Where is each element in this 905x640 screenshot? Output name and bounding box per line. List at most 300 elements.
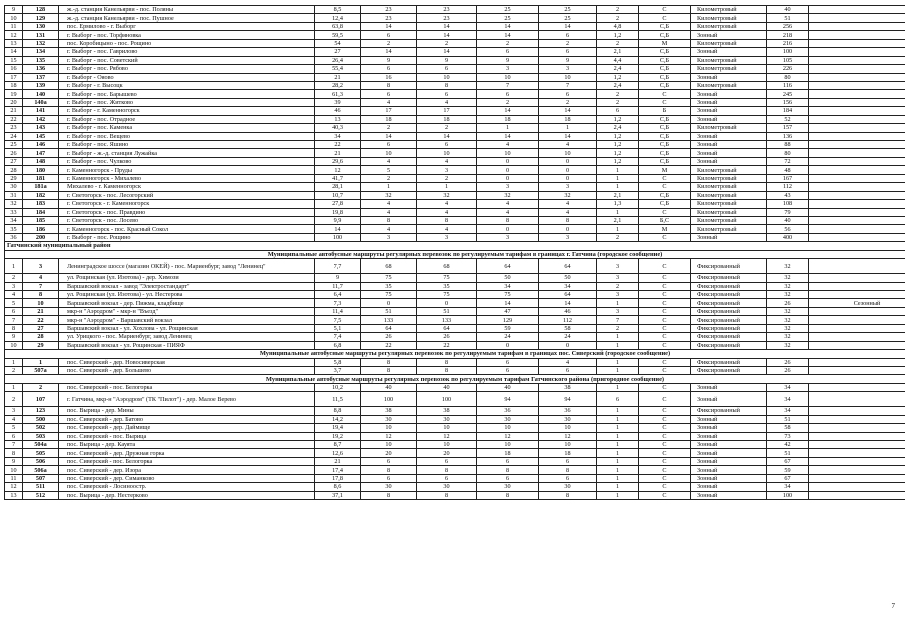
vehicles-col-d-cell: 2 <box>539 39 597 47</box>
vehicle-count-cell: 1 <box>597 383 639 391</box>
vehicle-count-cell: 1,2 <box>597 157 639 165</box>
row-index-cell: 27 <box>5 157 23 165</box>
vehicles-col-b-cell: 51 <box>417 307 477 315</box>
vehicles-col-b-cell: 6 <box>417 90 477 98</box>
vehicle-class-cell: Б <box>639 107 691 115</box>
vehicles-col-a-cell: 8 <box>361 358 417 366</box>
note-cell <box>809 39 905 47</box>
route-length-cell: 26,4 <box>315 56 361 64</box>
vehicles-col-c-cell: 9 <box>477 56 539 64</box>
route-number-cell: 129 <box>23 14 59 22</box>
section-header-row <box>5 250 905 258</box>
vehicle-class-cell: С,Б <box>639 200 691 208</box>
fare-cell: 32 <box>767 259 809 274</box>
route-number-cell: 507 <box>23 474 59 482</box>
route-name-cell: г. Выборг - ж.-д. станция Лужайка <box>59 149 315 157</box>
route-name-cell: г. Гатчина, мкр-н "Аэродром" (ТК "Пилот") - дер. Малое Верево <box>59 392 315 407</box>
section-title: Муниципальные автобусные маршруты регулярных перевозок по регулируемым тарифам в границах г. Гатчина (городское сообщение) <box>5 250 905 258</box>
vehicles-col-b-cell: 8 <box>417 491 477 499</box>
section-header-row <box>5 350 905 358</box>
tariff-type-cell: Километровый <box>691 216 767 224</box>
table-row <box>5 6 905 14</box>
route-number-cell: 182 <box>23 191 59 199</box>
table-row <box>5 432 905 440</box>
table-row <box>5 90 905 98</box>
fare-cell: 156 <box>767 98 809 106</box>
note-cell <box>809 124 905 132</box>
vehicles-col-d-cell: 34 <box>539 282 597 290</box>
vehicle-class-cell: С <box>639 474 691 482</box>
tariff-type-cell: Фиксированный <box>691 366 767 374</box>
route-length-cell: 9,9 <box>315 216 361 224</box>
vehicle-class-cell: С <box>639 174 691 182</box>
vehicles-col-c-cell: 32 <box>477 191 539 199</box>
fare-cell: 32 <box>767 291 809 299</box>
table-row <box>5 98 905 106</box>
row-index-cell: 25 <box>5 141 23 149</box>
fare-cell: 51 <box>767 449 809 457</box>
vehicles-col-c-cell: 6 <box>477 457 539 465</box>
vehicles-col-a-cell: 6 <box>361 31 417 39</box>
vehicle-count-cell: 1 <box>597 225 639 233</box>
route-length-cell: 59,5 <box>315 31 361 39</box>
table-row <box>5 299 905 307</box>
vehicles-col-c-cell: 1 <box>477 124 539 132</box>
table-row <box>5 324 905 332</box>
fare-cell: 216 <box>767 39 809 47</box>
route-name-cell: г. Выборг - пос. Каменка <box>59 124 315 132</box>
route-table <box>4 5 905 500</box>
tariff-type-cell: Зонный <box>691 233 767 241</box>
route-name-cell: пос. Сиверский - дер. Даймище <box>59 424 315 432</box>
vehicle-count-cell: 7 <box>597 316 639 324</box>
vehicles-col-b-cell: 133 <box>417 316 477 324</box>
fare-cell: 52 <box>767 115 809 123</box>
vehicles-col-c-cell: 8 <box>477 216 539 224</box>
vehicle-class-cell: С,Б <box>639 81 691 89</box>
vehicles-col-b-cell: 4 <box>417 98 477 106</box>
vehicles-col-b-cell: 8 <box>417 216 477 224</box>
vehicle-count-cell: 1,2 <box>597 141 639 149</box>
route-name-cell: Варшавский вокзал - ул. Хохлова - ул. Рощинская <box>59 324 315 332</box>
note-cell <box>809 132 905 140</box>
vehicle-count-cell: 1 <box>597 483 639 491</box>
route-table-body <box>5 6 905 500</box>
row-index-cell: 11 <box>5 22 23 30</box>
route-length-cell: 54 <box>315 39 361 47</box>
table-row <box>5 132 905 140</box>
vehicles-col-c-cell: 129 <box>477 316 539 324</box>
table-row <box>5 407 905 415</box>
vehicles-col-d-cell: 6 <box>539 48 597 56</box>
route-number-cell: 200 <box>23 233 59 241</box>
vehicles-col-d-cell: 10 <box>539 73 597 81</box>
vehicles-col-d-cell: 4 <box>539 141 597 149</box>
route-length-cell: 27,8 <box>315 200 361 208</box>
table-row <box>5 141 905 149</box>
note-cell <box>809 73 905 81</box>
vehicles-col-d-cell: 8 <box>539 491 597 499</box>
note-cell <box>809 157 905 165</box>
route-length-cell: 46 <box>315 107 361 115</box>
route-name-cell: г. Выборг - Ояово <box>59 73 315 81</box>
vehicle-class-cell: С,Б <box>639 31 691 39</box>
vehicles-col-b-cell: 8 <box>417 81 477 89</box>
note-cell <box>809 358 905 366</box>
row-index-cell: 16 <box>5 65 23 73</box>
route-length-cell: 22 <box>315 141 361 149</box>
vehicle-class-cell: С <box>639 407 691 415</box>
vehicle-class-cell: С,Б <box>639 65 691 73</box>
table-row <box>5 124 905 132</box>
table-row <box>5 366 905 374</box>
vehicles-col-b-cell: 64 <box>417 324 477 332</box>
note-cell <box>809 141 905 149</box>
vehicles-col-d-cell: 4 <box>539 358 597 366</box>
row-index-cell: 12 <box>5 483 23 491</box>
route-number-cell: 29 <box>23 341 59 349</box>
row-index-cell: 31 <box>5 191 23 199</box>
row-index-cell: 30 <box>5 183 23 191</box>
note-cell <box>809 474 905 482</box>
table-row <box>5 441 905 449</box>
tariff-type-cell: Километровый <box>691 6 767 14</box>
route-name-cell: пос. Сиверский - пос. Белогорка <box>59 457 315 465</box>
table-row <box>5 200 905 208</box>
vehicles-col-b-cell: 40 <box>417 383 477 391</box>
vehicle-count-cell: 1,2 <box>597 149 639 157</box>
vehicles-col-c-cell: 6 <box>477 366 539 374</box>
table-row <box>5 483 905 491</box>
row-index-cell: 1 <box>5 259 23 274</box>
route-length-cell: 19,8 <box>315 208 361 216</box>
vehicles-col-a-cell: 14 <box>361 22 417 30</box>
vehicle-class-cell: С <box>639 183 691 191</box>
route-number-cell: 181 <box>23 174 59 182</box>
route-number-cell: 141 <box>23 107 59 115</box>
route-length-cell: 11,5 <box>315 392 361 407</box>
route-name-cell: г. Каменногорск - Пруды <box>59 166 315 174</box>
tariff-type-cell: Километровый <box>691 39 767 47</box>
vehicles-col-a-cell: 10 <box>361 424 417 432</box>
note-cell <box>809 166 905 174</box>
route-name-cell: пос. Сиверский - дер. Симанково <box>59 474 315 482</box>
vehicle-class-cell: С <box>639 282 691 290</box>
route-number-cell: 130 <box>23 22 59 30</box>
fare-cell: 72 <box>767 157 809 165</box>
table-row <box>5 415 905 423</box>
route-number-cell: 123 <box>23 407 59 415</box>
tariff-type-cell: Зонный <box>691 441 767 449</box>
vehicle-class-cell: С <box>639 90 691 98</box>
vehicles-col-a-cell: 23 <box>361 14 417 22</box>
vehicles-col-a-cell: 1 <box>361 183 417 191</box>
vehicle-class-cell: С <box>639 6 691 14</box>
vehicles-col-a-cell: 8 <box>361 216 417 224</box>
vehicles-col-c-cell: 40 <box>477 383 539 391</box>
note-cell <box>809 98 905 106</box>
vehicle-count-cell: 2 <box>597 90 639 98</box>
fare-cell: 32 <box>767 307 809 315</box>
vehicles-col-c-cell: 25 <box>477 6 539 14</box>
route-name-cell: пос. Вырица - дер. Кауята <box>59 441 315 449</box>
table-row <box>5 274 905 282</box>
vehicles-col-c-cell: 6 <box>477 90 539 98</box>
row-index-cell: 6 <box>5 432 23 440</box>
tariff-type-cell: Зонный <box>691 73 767 81</box>
route-length-cell: 17,4 <box>315 466 361 474</box>
vehicle-class-cell: С <box>639 98 691 106</box>
route-length-cell: 8,7 <box>315 441 361 449</box>
fare-cell: 79 <box>767 208 809 216</box>
district-title: Гатчинский муниципальный район <box>5 242 905 250</box>
vehicle-class-cell: С <box>639 233 691 241</box>
row-index-cell: 20 <box>5 98 23 106</box>
vehicle-count-cell: 1 <box>597 449 639 457</box>
vehicles-col-a-cell: 5 <box>361 166 417 174</box>
route-length-cell: 6,8 <box>315 341 361 349</box>
route-number-cell: 139 <box>23 81 59 89</box>
vehicles-col-a-cell: 51 <box>361 307 417 315</box>
vehicles-col-b-cell: 12 <box>417 432 477 440</box>
vehicle-class-cell: С <box>639 299 691 307</box>
row-index-cell: 28 <box>5 166 23 174</box>
vehicle-class-cell: М <box>639 166 691 174</box>
vehicles-col-d-cell: 3 <box>539 65 597 73</box>
table-row <box>5 233 905 241</box>
vehicles-col-c-cell: 18 <box>477 449 539 457</box>
row-index-cell: 9 <box>5 457 23 465</box>
route-length-cell: 7,5 <box>315 316 361 324</box>
note-cell <box>809 200 905 208</box>
vehicles-col-b-cell: 75 <box>417 274 477 282</box>
row-index-cell: 1 <box>5 358 23 366</box>
page-number: 7 <box>891 602 895 610</box>
note-cell <box>809 415 905 423</box>
vehicles-col-a-cell: 16 <box>361 73 417 81</box>
route-number-cell: 136 <box>23 65 59 73</box>
route-number-cell: 22 <box>23 316 59 324</box>
fare-cell: 34 <box>767 392 809 407</box>
vehicles-col-c-cell: 25 <box>477 14 539 22</box>
fare-cell: 112 <box>767 183 809 191</box>
tariff-type-cell: Зонный <box>691 466 767 474</box>
vehicles-col-c-cell: 6 <box>477 358 539 366</box>
route-length-cell: 5,8 <box>315 358 361 366</box>
vehicles-col-d-cell: 3 <box>539 233 597 241</box>
row-index-cell: 36 <box>5 233 23 241</box>
route-length-cell: 100 <box>315 233 361 241</box>
vehicles-col-a-cell: 18 <box>361 115 417 123</box>
vehicle-count-cell: 6 <box>597 107 639 115</box>
fare-cell: 56 <box>767 225 809 233</box>
route-length-cell: 7,3 <box>315 299 361 307</box>
route-length-cell: 14 <box>315 225 361 233</box>
fare-cell: 256 <box>767 22 809 30</box>
table-row <box>5 183 905 191</box>
route-name-cell: г. Каменногорск - пос. Красный Сокол <box>59 225 315 233</box>
vehicles-col-a-cell: 6 <box>361 141 417 149</box>
route-number-cell: 10 <box>23 299 59 307</box>
route-number-cell: 506 <box>23 457 59 465</box>
row-index-cell: 23 <box>5 124 23 132</box>
tariff-type-cell: Фиксированный <box>691 324 767 332</box>
route-length-cell: 21 <box>315 73 361 81</box>
tariff-type-cell: Километровый <box>691 56 767 64</box>
tariff-type-cell: Зонный <box>691 115 767 123</box>
vehicles-col-d-cell: 30 <box>539 483 597 491</box>
fare-cell: 34 <box>767 407 809 415</box>
note-cell <box>809 216 905 224</box>
vehicles-col-b-cell: 4 <box>417 157 477 165</box>
vehicles-col-b-cell: 10 <box>417 149 477 157</box>
route-name-cell: г. Выборг - г. Каменногорск <box>59 107 315 115</box>
vehicles-col-a-cell: 3 <box>361 233 417 241</box>
route-name-cell: мкр-н "Аэродром" - Варшавский вокзал <box>59 316 315 324</box>
vehicles-col-c-cell: 18 <box>477 115 539 123</box>
row-index-cell: 5 <box>5 424 23 432</box>
tariff-type-cell: Километровый <box>691 208 767 216</box>
vehicles-col-c-cell: 30 <box>477 483 539 491</box>
vehicles-col-d-cell: 38 <box>539 383 597 391</box>
vehicles-col-d-cell: 10 <box>539 424 597 432</box>
vehicles-col-d-cell: 58 <box>539 324 597 332</box>
vehicle-count-cell: 1 <box>597 299 639 307</box>
vehicle-class-cell: С <box>639 366 691 374</box>
route-length-cell: 14,2 <box>315 415 361 423</box>
route-number-cell: 131 <box>23 31 59 39</box>
route-number-cell: 186 <box>23 225 59 233</box>
row-index-cell: 11 <box>5 474 23 482</box>
table-row <box>5 65 905 73</box>
vehicles-col-d-cell: 9 <box>539 56 597 64</box>
row-index-cell: 14 <box>5 48 23 56</box>
note-cell <box>809 259 905 274</box>
table-row <box>5 491 905 499</box>
tariff-type-cell: Зонный <box>691 432 767 440</box>
vehicles-col-b-cell: 30 <box>417 483 477 491</box>
row-index-cell: 12 <box>5 31 23 39</box>
tariff-type-cell: Зонный <box>691 90 767 98</box>
tariff-type-cell: Километровый <box>691 200 767 208</box>
vehicles-col-c-cell: 4 <box>477 141 539 149</box>
vehicle-class-cell: С <box>639 392 691 407</box>
vehicles-col-c-cell: 10 <box>477 73 539 81</box>
vehicles-col-a-cell: 4 <box>361 200 417 208</box>
tariff-type-cell: Километровый <box>691 225 767 233</box>
vehicles-col-a-cell: 64 <box>361 324 417 332</box>
table-row <box>5 39 905 47</box>
vehicles-col-b-cell: 6 <box>417 457 477 465</box>
route-number-cell: 507а <box>23 366 59 374</box>
table-row <box>5 166 905 174</box>
vehicles-col-d-cell: 64 <box>539 259 597 274</box>
vehicles-col-b-cell: 8 <box>417 466 477 474</box>
note-cell <box>809 56 905 64</box>
vehicles-col-c-cell: 6 <box>477 474 539 482</box>
route-number-cell: 505 <box>23 449 59 457</box>
fare-cell: 80 <box>767 73 809 81</box>
vehicle-count-cell: 1,2 <box>597 73 639 81</box>
vehicles-col-b-cell: 8 <box>417 366 477 374</box>
vehicles-col-c-cell: 14 <box>477 107 539 115</box>
vehicles-col-b-cell: 0 <box>417 299 477 307</box>
vehicles-col-d-cell: 4 <box>539 208 597 216</box>
tariff-type-cell: Фиксированный <box>691 307 767 315</box>
route-name-cell: г. Светогорск - г. Каменногорск <box>59 200 315 208</box>
route-length-cell: 28,1 <box>315 183 361 191</box>
route-number-cell: 502 <box>23 424 59 432</box>
route-name-cell: ул. Рощинская (ул. Изотова) - ул. Нестерова <box>59 291 315 299</box>
row-index-cell: 4 <box>5 291 23 299</box>
route-name-cell: пос. Сиверский - пос. Вырица <box>59 432 315 440</box>
row-index-cell: 1 <box>5 383 23 391</box>
note-cell <box>809 208 905 216</box>
table-row <box>5 474 905 482</box>
table-row <box>5 333 905 341</box>
route-number-cell: 500 <box>23 415 59 423</box>
tariff-type-cell: Фиксированный <box>691 259 767 274</box>
vehicle-count-cell: 3 <box>597 274 639 282</box>
tariff-type-cell: Зонный <box>691 457 767 465</box>
section-header-row <box>5 375 905 383</box>
route-name-cell: пос. Сиверский - дер. Большево <box>59 366 315 374</box>
route-length-cell: 29,6 <box>315 157 361 165</box>
row-index-cell: 10 <box>5 466 23 474</box>
vehicles-col-d-cell: 0 <box>539 341 597 349</box>
note-cell <box>809 366 905 374</box>
vehicle-class-cell: С <box>639 333 691 341</box>
vehicles-col-b-cell: 30 <box>417 415 477 423</box>
table-row <box>5 73 905 81</box>
vehicle-class-cell: С <box>639 14 691 22</box>
vehicles-col-d-cell: 10 <box>539 149 597 157</box>
note-cell <box>809 107 905 115</box>
note-cell <box>809 424 905 432</box>
vehicles-col-a-cell: 6 <box>361 474 417 482</box>
vehicles-col-a-cell: 17 <box>361 107 417 115</box>
route-length-cell: 55,4 <box>315 65 361 73</box>
vehicles-col-d-cell: 112 <box>539 316 597 324</box>
table-row <box>5 383 905 391</box>
vehicles-col-d-cell: 6 <box>539 474 597 482</box>
vehicles-col-c-cell: 10 <box>477 149 539 157</box>
row-index-cell: 2 <box>5 274 23 282</box>
route-name-cell: ж.-д. станция Канельярви - пос. Поляны <box>59 6 315 14</box>
vehicles-col-a-cell: 75 <box>361 291 417 299</box>
vehicles-col-a-cell: 10 <box>361 441 417 449</box>
row-index-cell: 4 <box>5 415 23 423</box>
vehicles-col-b-cell: 35 <box>417 282 477 290</box>
table-row <box>5 259 905 274</box>
vehicles-col-c-cell: 3 <box>477 233 539 241</box>
route-number-cell: 8 <box>23 291 59 299</box>
table-row <box>5 14 905 22</box>
table-row <box>5 31 905 39</box>
vehicle-class-cell: С <box>639 424 691 432</box>
vehicles-col-c-cell: 8 <box>477 491 539 499</box>
route-name-cell: ул. Урицкого - пос. Мариенбург, завод Ленинец <box>59 333 315 341</box>
vehicle-count-cell: 1,2 <box>597 31 639 39</box>
tariff-type-cell: Зонный <box>691 31 767 39</box>
note-cell <box>809 65 905 73</box>
vehicles-col-a-cell: 8 <box>361 466 417 474</box>
vehicles-col-a-cell: 4 <box>361 157 417 165</box>
vehicles-col-a-cell: 4 <box>361 225 417 233</box>
route-number-cell: 21 <box>23 307 59 315</box>
route-number-cell: 148 <box>23 157 59 165</box>
route-number-cell: 27 <box>23 324 59 332</box>
